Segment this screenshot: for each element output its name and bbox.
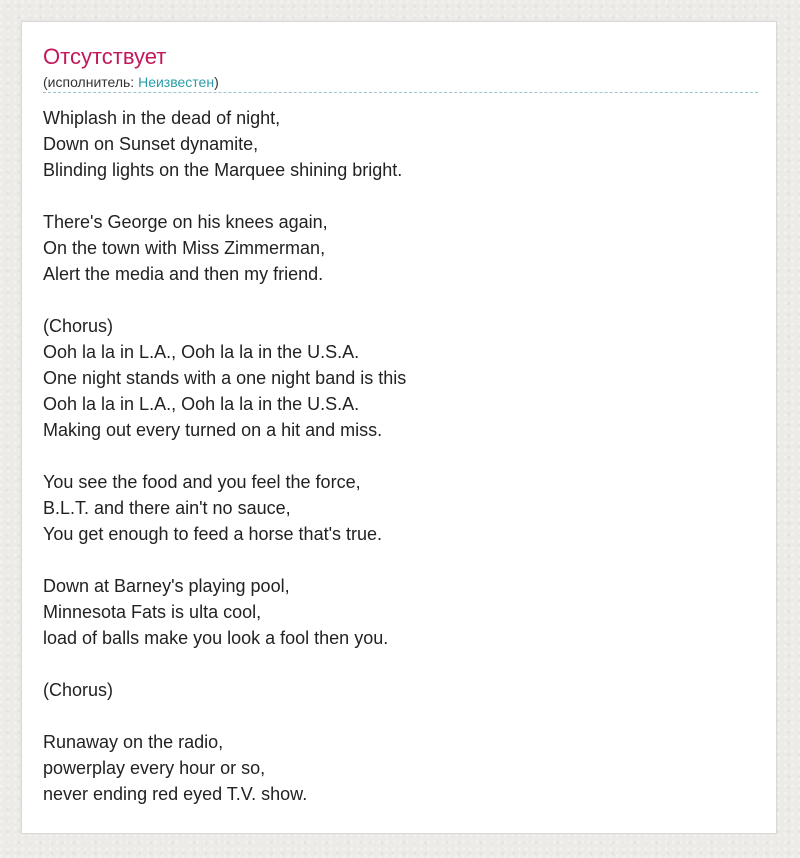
title-divider (43, 92, 758, 93)
lyric-line: (Chorus) (43, 316, 114, 336)
lyric-line (43, 703, 758, 729)
lyric-line: One night stands with a one night band is this (43, 368, 407, 388)
lyric-line: On the town with Miss Zimmerman, (43, 238, 326, 258)
lyric-line (43, 651, 758, 677)
song-title: Отсутствует (43, 44, 167, 69)
artist-line (43, 73, 219, 91)
lyric-line: B.L.T. and there ain't no sauce, (43, 498, 291, 518)
lyric-line: load of balls make you look a fool then you. (43, 628, 389, 648)
lyrics-card (21, 21, 777, 834)
lyric-line: never ending red eyed T.V. show. (43, 784, 308, 804)
lyric-line: Ooh la la in L.A., Ooh la la in the U.S.A. (43, 342, 360, 362)
artist-prefix: (исполнитель: (43, 74, 139, 90)
lyric-line: Blinding lights on the Marquee shining bright. (43, 160, 403, 180)
lyric-line: Alert the media and then my friend. (43, 264, 324, 284)
lyric-line: You get enough to feed a horse that's true. (43, 524, 383, 544)
lyric-line (43, 443, 758, 469)
lyric-line: Whiplash in the dead of night, (43, 108, 281, 128)
lyric-line (43, 547, 758, 573)
lyric-line: Runaway on the radio, (43, 732, 224, 752)
artist-link[interactable]: Неизвестен (138, 74, 215, 90)
lyric-line: Down at Barney's playing pool, (43, 576, 290, 596)
lyric-line: Minnesota Fats is ulta cool, (43, 602, 262, 622)
lyric-line: Making out every turned on a hit and miss. (43, 420, 383, 440)
artist-suffix: ) (214, 74, 219, 90)
lyric-line: Ooh la la in L.A., Ooh la la in the U.S.A. (43, 394, 360, 414)
lyric-line: There's George on his knees again, (43, 212, 328, 232)
lyrics-body (43, 105, 758, 807)
lyric-line (43, 183, 758, 209)
lyric-line: (Chorus) (43, 680, 114, 700)
lyric-line (43, 287, 758, 313)
lyric-line: You see the food and you feel the force, (43, 472, 361, 492)
lyric-line: Down on Sunset dynamite, (43, 134, 259, 154)
lyric-line: powerplay every hour or so, (43, 758, 266, 778)
